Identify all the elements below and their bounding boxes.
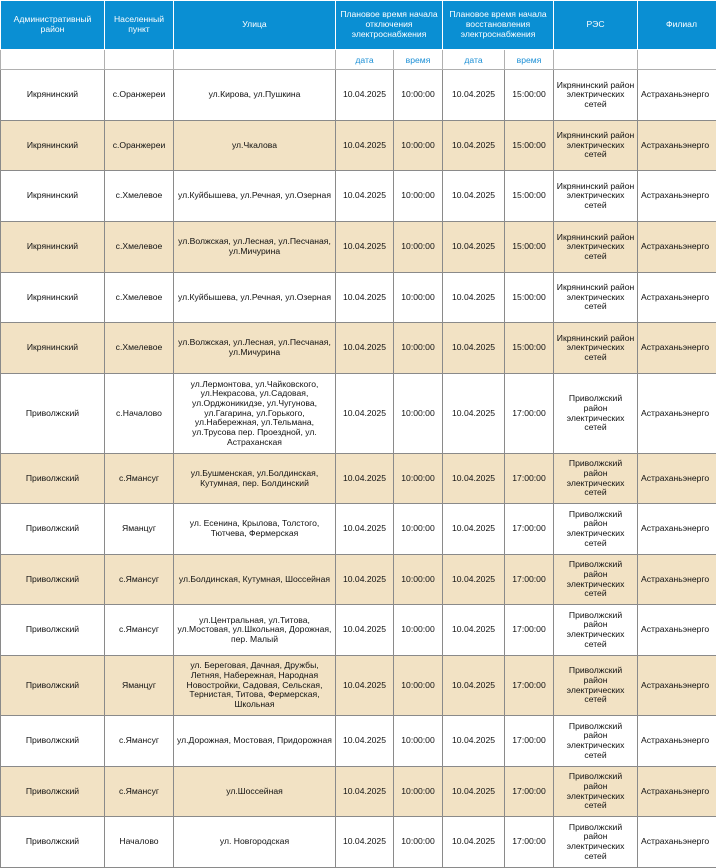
on-time-cell: 17:00:00 (505, 454, 554, 504)
table-row (1, 374, 716, 454)
settlement-cell: с.Хмелевое (105, 222, 174, 273)
branch-cell: Астраханьэнерго (638, 374, 716, 454)
header-off-time: Плановое время начала отключения электроснабжения (336, 1, 443, 50)
settlement-cell: с.Хмелевое (105, 171, 174, 222)
off-date-cell: 10.04.2025 (336, 716, 394, 767)
on-time-cell: 17:00:00 (505, 605, 554, 656)
street-cell: ул.Кирова, ул.Пушкина (174, 70, 336, 121)
settlement-cell: с.Ямансуг (105, 555, 174, 605)
table-row (1, 454, 716, 504)
subheader-empty (174, 50, 336, 70)
table-row (1, 716, 716, 767)
header-settlement: Населенный пункт (105, 1, 174, 50)
res-cell: Приволжский район электрических сетей (554, 374, 638, 454)
on-time-cell: 17:00:00 (505, 716, 554, 767)
on-time-cell: 15:00:00 (505, 121, 554, 171)
table-row (1, 656, 716, 716)
header-district: Административный район (1, 1, 105, 50)
district-cell: Икрянинский (1, 70, 105, 121)
branch-cell: Астраханьэнерго (638, 70, 716, 121)
res-cell: Икрянинский район электрических сетей (554, 70, 638, 121)
street-cell: ул.Волжская, ул.Лесная, ул.Песчаная, ул.Мичурина (174, 323, 336, 374)
settlement-cell: с.Началово (105, 374, 174, 454)
on-date-cell: 10.04.2025 (443, 374, 505, 454)
off-time-cell: 10:00:00 (394, 767, 443, 817)
street-cell: ул. Новгородская (174, 817, 336, 868)
res-cell: Икрянинский район электрических сетей (554, 121, 638, 171)
branch-cell: Астраханьэнерго (638, 273, 716, 323)
settlement-cell: с.Ямансуг (105, 767, 174, 817)
off-time-cell: 10:00:00 (394, 656, 443, 716)
on-time-cell: 15:00:00 (505, 70, 554, 121)
on-date-cell: 10.04.2025 (443, 605, 505, 656)
res-cell: Икрянинский район электрических сетей (554, 222, 638, 273)
branch-cell: Астраханьэнерго (638, 817, 716, 868)
street-cell: ул.Лермонтова, ул.Чайковского, ул.Некрасова, ул.Садовая, ул.Орджоникидзе, ул.Чугунова, ул.Гагарина, ул.Горького, ул.Набережная, ул.Тельмана, ул.Трусова пер. Проездной, ул. Астраханская (174, 374, 336, 454)
on-date-cell: 10.04.2025 (443, 555, 505, 605)
district-cell: Приволжский (1, 817, 105, 868)
res-cell: Приволжский район электрических сетей (554, 817, 638, 868)
table-subheader-row (1, 50, 716, 70)
header-branch: Филиал (638, 1, 716, 50)
district-cell: Приволжский (1, 716, 105, 767)
off-time-cell: 10:00:00 (394, 374, 443, 454)
on-time-cell: 17:00:00 (505, 504, 554, 555)
street-cell: ул.Дорожная, Мостовая, Придорожная (174, 716, 336, 767)
off-date-cell: 10.04.2025 (336, 605, 394, 656)
district-cell: Приволжский (1, 374, 105, 454)
res-cell: Приволжский район электрических сетей (554, 504, 638, 555)
off-date-cell: 10.04.2025 (336, 121, 394, 171)
off-time-cell: 10:00:00 (394, 273, 443, 323)
branch-cell: Астраханьэнерго (638, 605, 716, 656)
on-time-cell: 17:00:00 (505, 555, 554, 605)
table-row (1, 767, 716, 817)
branch-cell: Астраханьэнерго (638, 555, 716, 605)
off-date-cell: 10.04.2025 (336, 70, 394, 121)
table-row (1, 605, 716, 656)
street-cell: ул. Береговая, Дачная, Дружбы, Летняя, Набережная, Народная Новостройки, Садовая, Сельская, Тернистая, Титова, Фермерская, Школьная (174, 656, 336, 716)
subheader-empty (638, 50, 716, 70)
on-date-cell: 10.04.2025 (443, 817, 505, 868)
branch-cell: Астраханьэнерго (638, 323, 716, 374)
on-time-cell: 17:00:00 (505, 656, 554, 716)
on-date-cell: 10.04.2025 (443, 222, 505, 273)
res-cell: Приволжский район электрических сетей (554, 716, 638, 767)
street-cell: ул.Болдинская, Кутумная, Шоссейная (174, 555, 336, 605)
table-row (1, 323, 716, 374)
district-cell: Икрянинский (1, 323, 105, 374)
table-row (1, 817, 716, 868)
res-cell: Приволжский район электрических сетей (554, 656, 638, 716)
settlement-cell: Началово (105, 817, 174, 868)
on-time-cell: 17:00:00 (505, 817, 554, 868)
off-date-cell: 10.04.2025 (336, 555, 394, 605)
district-cell: Икрянинский (1, 222, 105, 273)
subheader-empty (554, 50, 638, 70)
off-date-cell: 10.04.2025 (336, 656, 394, 716)
off-time-cell: 10:00:00 (394, 121, 443, 171)
district-cell: Приволжский (1, 504, 105, 555)
district-cell: Икрянинский (1, 273, 105, 323)
settlement-cell: с.Оранжереи (105, 121, 174, 171)
on-date-cell: 10.04.2025 (443, 716, 505, 767)
district-cell: Икрянинский (1, 171, 105, 222)
off-date-cell: 10.04.2025 (336, 767, 394, 817)
off-time-cell: 10:00:00 (394, 504, 443, 555)
branch-cell: Астраханьэнерго (638, 656, 716, 716)
header-restore-time: Плановое время начала восстановления электроснабжения (443, 1, 554, 50)
branch-cell: Астраханьэнерго (638, 121, 716, 171)
subheader-off-time: время (394, 50, 443, 70)
res-cell: Приволжский район электрических сетей (554, 555, 638, 605)
off-time-cell: 10:00:00 (394, 716, 443, 767)
on-date-cell: 10.04.2025 (443, 70, 505, 121)
settlement-cell: с.Оранжереи (105, 70, 174, 121)
res-cell: Икрянинский район электрических сетей (554, 323, 638, 374)
on-time-cell: 15:00:00 (505, 273, 554, 323)
table-row (1, 121, 716, 171)
district-cell: Приволжский (1, 555, 105, 605)
street-cell: ул.Куйбышева, ул.Речная, ул.Озерная (174, 171, 336, 222)
res-cell: Приволжский район электрических сетей (554, 454, 638, 504)
on-date-cell: 10.04.2025 (443, 323, 505, 374)
off-time-cell: 10:00:00 (394, 171, 443, 222)
on-date-cell: 10.04.2025 (443, 504, 505, 555)
off-date-cell: 10.04.2025 (336, 504, 394, 555)
off-time-cell: 10:00:00 (394, 70, 443, 121)
branch-cell: Астраханьэнерго (638, 504, 716, 555)
on-date-cell: 10.04.2025 (443, 767, 505, 817)
off-date-cell: 10.04.2025 (336, 817, 394, 868)
street-cell: ул.Шоссейная (174, 767, 336, 817)
settlement-cell: с.Ямансуг (105, 605, 174, 656)
on-date-cell: 10.04.2025 (443, 454, 505, 504)
subheader-empty (1, 50, 105, 70)
branch-cell: Астраханьэнерго (638, 222, 716, 273)
table-row (1, 555, 716, 605)
on-time-cell: 15:00:00 (505, 323, 554, 374)
street-cell: ул.Чкалова (174, 121, 336, 171)
settlement-cell: с.Ямансуг (105, 454, 174, 504)
header-street: Улица (174, 1, 336, 50)
subheader-on-date: дата (443, 50, 505, 70)
street-cell: ул.Куйбышева, ул.Речная, ул.Озерная (174, 273, 336, 323)
district-cell: Приволжский (1, 454, 105, 504)
res-cell: Икрянинский район электрических сетей (554, 273, 638, 323)
on-date-cell: 10.04.2025 (443, 171, 505, 222)
res-cell: Приволжский район электрических сетей (554, 767, 638, 817)
off-date-cell: 10.04.2025 (336, 273, 394, 323)
table-row (1, 504, 716, 555)
settlement-cell: с.Хмелевое (105, 273, 174, 323)
district-cell: Икрянинский (1, 121, 105, 171)
off-date-cell: 10.04.2025 (336, 454, 394, 504)
subheader-off-date: дата (336, 50, 394, 70)
res-cell: Приволжский район электрических сетей (554, 605, 638, 656)
branch-cell: Астраханьэнерго (638, 716, 716, 767)
street-cell: ул.Бушменская, ул.Болдинская, Кутумная, пер. Болдинский (174, 454, 336, 504)
branch-cell: Астраханьэнерго (638, 454, 716, 504)
district-cell: Приволжский (1, 605, 105, 656)
off-time-cell: 10:00:00 (394, 555, 443, 605)
on-date-cell: 10.04.2025 (443, 656, 505, 716)
on-time-cell: 15:00:00 (505, 171, 554, 222)
on-time-cell: 15:00:00 (505, 222, 554, 273)
settlement-cell: Яманцуг (105, 504, 174, 555)
table-header-row (1, 1, 716, 50)
off-date-cell: 10.04.2025 (336, 222, 394, 273)
table-row (1, 222, 716, 273)
off-time-cell: 10:00:00 (394, 605, 443, 656)
res-cell: Икрянинский район электрических сетей (554, 171, 638, 222)
on-date-cell: 10.04.2025 (443, 121, 505, 171)
settlement-cell: с.Ямансуг (105, 716, 174, 767)
table-row (1, 171, 716, 222)
street-cell: ул.Центральная, ул.Титова, ул.Мостовая, ул.Школьная, Дорожная, пер. Малый (174, 605, 336, 656)
off-time-cell: 10:00:00 (394, 817, 443, 868)
street-cell: ул.Волжская, ул.Лесная, ул.Песчаная, ул.Мичурина (174, 222, 336, 273)
subheader-empty (105, 50, 174, 70)
settlement-cell: с.Хмелевое (105, 323, 174, 374)
off-time-cell: 10:00:00 (394, 454, 443, 504)
district-cell: Приволжский (1, 767, 105, 817)
district-cell: Приволжский (1, 656, 105, 716)
off-time-cell: 10:00:00 (394, 323, 443, 374)
street-cell: ул. Есенина, Крылова, Толстого, Тютчева, Фермерская (174, 504, 336, 555)
on-time-cell: 17:00:00 (505, 374, 554, 454)
branch-cell: Астраханьэнерго (638, 171, 716, 222)
branch-cell: Астраханьэнерго (638, 767, 716, 817)
off-date-cell: 10.04.2025 (336, 374, 394, 454)
off-date-cell: 10.04.2025 (336, 171, 394, 222)
on-date-cell: 10.04.2025 (443, 273, 505, 323)
off-date-cell: 10.04.2025 (336, 323, 394, 374)
table-row (1, 273, 716, 323)
off-time-cell: 10:00:00 (394, 222, 443, 273)
on-time-cell: 17:00:00 (505, 767, 554, 817)
header-res: РЭС (554, 1, 638, 50)
settlement-cell: Яманцуг (105, 656, 174, 716)
table-row (1, 70, 716, 121)
subheader-on-time: время (505, 50, 554, 70)
